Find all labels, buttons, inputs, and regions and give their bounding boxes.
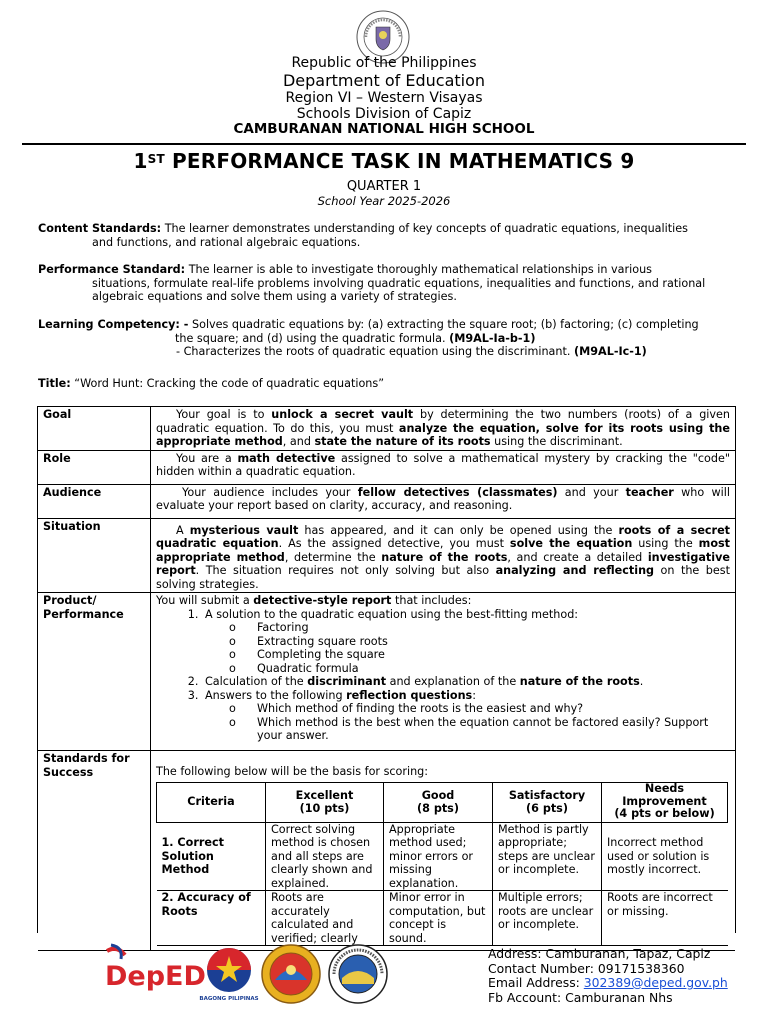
audience-t1: Your audience includes your: [182, 485, 358, 499]
performance-standard-text: The learner is able to investigate thoroughly mathematical relationships in various: [185, 263, 652, 276]
task-title-label: Title:: [38, 377, 71, 390]
content-standards-text: The learner demonstrates understanding of key concepts of quadratic equations, inequalities: [161, 222, 688, 235]
goal-t2: by determining the two numbers (roots) of a given quadratic equation. To do this, you must: [156, 408, 731, 435]
item2-t1: Calculation of the: [205, 675, 308, 688]
school-year: School Year 2025-2026: [317, 194, 451, 208]
goal-label: Goal: [38, 407, 151, 450]
performance-standard: [38, 263, 730, 304]
performance-standard-text-3: algebraic equations and solve them using a variety of strategies.: [92, 290, 457, 303]
bagong-pilipinas-text: BAGONG PILIPINAS: [199, 996, 259, 1002]
role-row: [38, 450, 735, 484]
learning-competency-label: Learning Competency: -: [38, 318, 189, 331]
goal-t3: , and: [282, 435, 315, 448]
product-item-1: [202, 608, 730, 676]
goal-text: [151, 407, 736, 450]
bagong-pilipinas-logo: [200, 946, 258, 1002]
audience-text: [151, 484, 736, 518]
role-label: Role: [38, 450, 151, 484]
audience-label: Audience: [38, 484, 151, 518]
learning-competency: [38, 318, 730, 359]
product-label: Product/ Performance: [38, 593, 151, 751]
capiz-seal: [260, 944, 322, 1004]
situation-b3: solve the equation: [509, 537, 633, 550]
item3-t2: :: [472, 688, 476, 702]
item3-t1: Answers to the following: [205, 688, 347, 702]
situation-text: [151, 518, 736, 593]
audience-t2: and your: [557, 485, 626, 499]
performance-standard-text-2: situations, formulate real-life problems involving quadratic equations, inequalities and functions, and rational: [92, 276, 706, 290]
audience-b1: fellow detectives (classmates): [357, 485, 558, 499]
rubric-table: [156, 782, 728, 947]
grasps-table: [37, 406, 736, 945]
situation-t1: A: [176, 523, 190, 537]
rubric-row: [157, 822, 728, 891]
standards-label: Standards for Success: [38, 751, 151, 951]
item3-b1: reflection questions: [346, 688, 473, 702]
role-t1: You are a: [176, 451, 238, 465]
task-title: [38, 377, 730, 391]
learning-competency-line-3: [176, 345, 730, 359]
product-item-1-text: A solution to the quadratic equation using the best-fitting method:: [205, 607, 579, 621]
method-item: o Completing the square: [251, 648, 730, 662]
title-superscript: ST: [147, 152, 165, 166]
page-title: [0, 149, 768, 173]
competency-code-2: (M9AL-Ic-1): [574, 345, 647, 358]
method-item: o Quadratic formula: [251, 662, 730, 676]
department-line: Department of Education: [282, 71, 486, 90]
email-link[interactable]: 302389@deped.gov.ph: [583, 975, 728, 990]
learning-competency-text-3: - Characterizes the roots of quadratic equation using the discriminant.: [176, 345, 574, 358]
product-t1: You will submit a: [156, 594, 254, 607]
region-line: Region VI – Western Visayas: [285, 90, 483, 106]
product-t2: that includes:: [391, 594, 472, 607]
rubric-row: [157, 891, 728, 946]
item2-b2: nature of the roots: [519, 675, 640, 688]
situation-t6: , and create a detailed: [507, 550, 648, 564]
item2-t2: and explanation of the: [386, 675, 520, 688]
situation-t8: on the best solving strategies.: [156, 564, 730, 591]
learning-competency-text: Solves quadratic equations by: (a) extracting the square root; (b) factoring; (c) completing: [188, 318, 699, 331]
audience-row: [38, 484, 735, 518]
rubric-header: Excellent (10 pts): [266, 782, 384, 822]
content-standards-label: Content Standards:: [38, 222, 162, 235]
rubric-cell: Incorrect method used or solution is mostly incorrect.: [602, 822, 728, 891]
rubric-cell: Method is partly appropriate; steps are unclear or incomplete.: [493, 822, 602, 891]
situation-t7: . The situation requires not only solving but also: [195, 564, 496, 577]
goal-row: [38, 407, 735, 450]
product-intro: [156, 594, 730, 608]
email-line: [488, 976, 728, 991]
method-list: [205, 621, 730, 675]
audience-t3: who will evaluate your report based on clarity, accuracy, and reasoning.: [156, 485, 730, 512]
situation-b2: roots of a secret quadratic equation: [156, 523, 731, 550]
question-list: [205, 702, 730, 743]
rubric-header: Good (8 pts): [384, 782, 493, 822]
fb-account: Fb Account: Camburanan Nhs: [488, 989, 673, 1005]
rubric-criteria: 2. Accuracy of Roots: [157, 891, 266, 946]
situation-t4: using the: [632, 537, 699, 550]
contact-block: [488, 947, 728, 1005]
address-line: Address: Camburanan, Tapaz, Capiz: [488, 946, 711, 961]
quarter-label: QUARTER 1: [346, 179, 422, 194]
role-b1: math detective: [237, 451, 336, 465]
goal-b2: analyze the equation, solve for its roots using the appropriate method: [156, 421, 730, 448]
goal-t1: Your goal is to: [176, 408, 272, 421]
standards-intro: The following below will be the basis for scoring:: [156, 765, 429, 778]
situation-t2: has appeared, and it can only be opened using the: [298, 523, 619, 537]
title-number: 1: [133, 149, 148, 173]
rubric-cell: Roots are accurately calculated and verified; clearly: [266, 891, 384, 946]
audience-b2: teacher: [625, 485, 674, 499]
school-seal: [328, 944, 388, 1004]
product-text: [151, 593, 736, 751]
contact-number: Contact Number: 09171538360: [488, 960, 685, 976]
rubric-header-row: [157, 782, 728, 822]
rubric-cell: Minor error in computation, but concept is sound.: [384, 891, 493, 946]
title-text: PERFORMANCE TASK IN MATHEMATICS 9: [164, 149, 635, 173]
role-t2: assigned to solve a mathematical mystery by cracking the "code" hidden within a quadratic equation.: [156, 451, 730, 478]
learning-competency-line-2: [175, 332, 730, 346]
situation-b6: investigative report: [156, 550, 730, 577]
email-label: Email Address:: [488, 975, 584, 990]
performance-standard-label: Performance Standard:: [38, 263, 186, 276]
situation-t3: . As the assigned detective, you must: [278, 537, 510, 550]
division-line: Schools Division of Capiz: [296, 106, 472, 122]
situation-label: Situation: [38, 518, 151, 593]
task-title-text: “Word Hunt: Cracking the code of quadratic equations”: [70, 377, 385, 390]
goal-b3: state the nature of its roots: [314, 435, 491, 448]
rubric-cell: Multiple errors; roots are unclear or incomplete.: [493, 891, 602, 946]
item2-b1: discriminant: [307, 675, 387, 688]
role-text: [151, 450, 736, 484]
goal-b1: unlock a secret vault: [271, 408, 414, 421]
question-item: o Which method of finding the roots is the easiest and why?: [251, 702, 730, 716]
header-divider: [22, 143, 746, 145]
deped-logo: [103, 945, 206, 997]
situation-b4: most appropriate method: [156, 537, 731, 564]
deped-logo-text: DepED: [105, 961, 206, 992]
goal-t4: using the discriminant.: [490, 435, 623, 448]
standards-row: [38, 751, 735, 951]
content-standards: [38, 222, 730, 249]
situation-b1: mysterious vault: [189, 523, 299, 537]
situation-row: [38, 518, 735, 593]
product-b1: detective-style report: [253, 594, 392, 607]
competency-code-1: (M9AL-Ia-b-1): [449, 331, 536, 345]
rubric-header: Needs Improvement (4 pts or below): [602, 782, 728, 822]
rubric-criteria: 1. Correct Solution Method: [157, 822, 266, 891]
rubric-header: Criteria: [157, 782, 266, 822]
item2-t3: .: [639, 675, 644, 688]
school-name: CAMBURANAN NATIONAL HIGH SCHOOL: [233, 121, 535, 137]
product-item-2: [202, 675, 730, 689]
situation-b5: nature of the roots: [381, 550, 508, 564]
product-list: [156, 608, 730, 743]
rubric-cell: Appropriate method used; minor errors or missing explanation.: [384, 822, 493, 891]
method-item: o Extracting square roots: [251, 635, 730, 649]
product-item-3: [202, 689, 730, 743]
content-standards-text-cont: and functions, and rational algebraic equations.: [92, 235, 361, 249]
method-item: o Factoring: [251, 621, 730, 635]
standards-content: [151, 751, 736, 951]
question-item: o Which method is the best when the equation cannot be factored easily? Support your answer.: [251, 716, 730, 743]
learning-competency-text-2: the square; and (d) using the quadratic formula.: [175, 331, 450, 345]
rubric-cell: Correct solving method is chosen and all steps are clearly shown and explained.: [266, 822, 384, 891]
republic-line: Republic of the Philippines: [291, 55, 477, 71]
rubric-cell: Roots are incorrect or missing.: [602, 891, 728, 946]
situation-b7: analyzing and reflecting: [495, 564, 655, 577]
situation-t5: , determine the: [284, 550, 382, 564]
rubric-header: Satisfactory (6 pts): [493, 782, 602, 822]
product-row: [38, 593, 735, 751]
